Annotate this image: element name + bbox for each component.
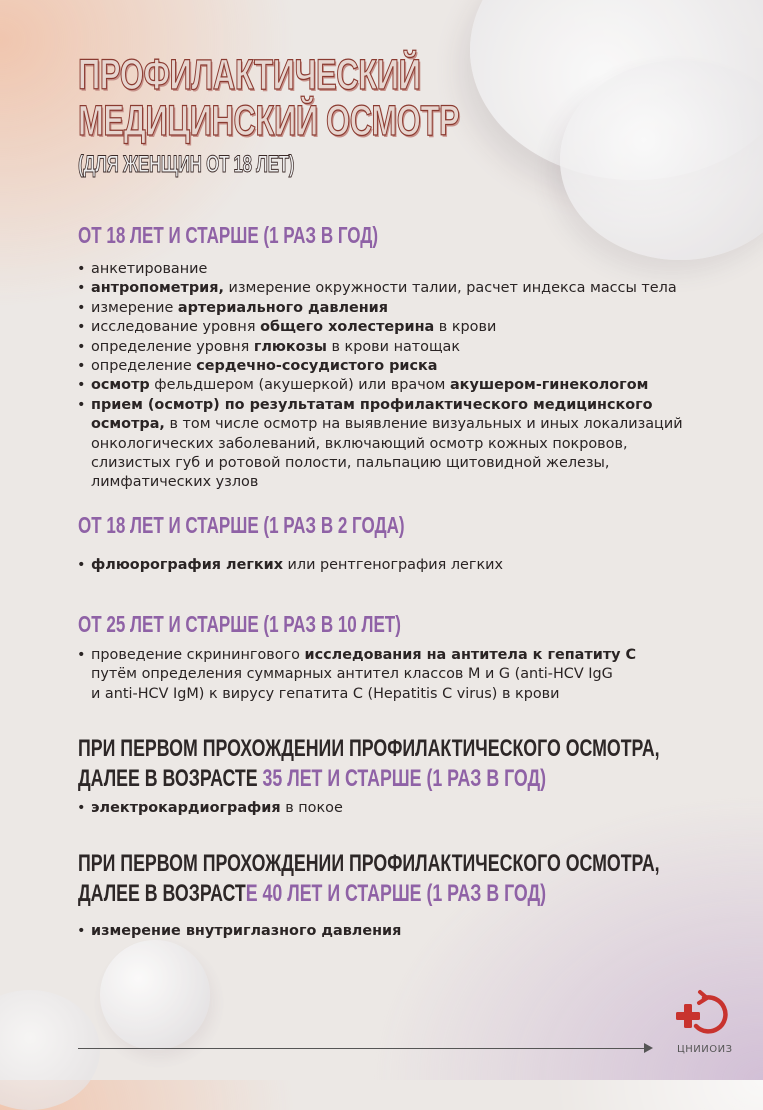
logo-caption: ЦНИИОИЗ: [677, 1044, 733, 1055]
decorative-blob: [100, 940, 210, 1050]
section-list-40-yearly: [75, 922, 401, 941]
section-heading-18-yearly: ОТ 18 ЛЕТ И СТАРШЕ (1 РАЗ В ГОД): [78, 222, 379, 248]
heading-line-2-accent: 35 ЛЕТ И СТАРШЕ (1 РАЗ В ГОД): [262, 765, 547, 792]
list-item: • осмотр фельдшером (акушеркой) или врачом акушером-гинекологом: [75, 376, 683, 395]
list-item: • антропометрия, измерение окружности талии, расчет индекса массы тела: [75, 279, 683, 298]
list-item: • электрокардиография в покое: [75, 799, 343, 818]
list-item: • флюорография легких или рентгенография легких: [75, 556, 503, 575]
list-item: • определение уровня глюкозы в крови натощак: [75, 338, 683, 357]
list-item: • анкетирование: [75, 260, 683, 279]
section-heading-40-yearly: [78, 849, 660, 909]
heading-line-1: ПРИ ПЕРВОМ ПРОХОЖДЕНИИ ПРОФИЛАКТИЧЕСКОГО ОСМОТРА,: [78, 735, 660, 762]
footer-arrow-line: [78, 1048, 650, 1049]
heading-line-2-dark: ДАЛЕЕ В ВОЗРАСТЕ: [78, 765, 263, 792]
heading-line-2-accent: Е 40 ЛЕТ И СТАРШЕ (1 РАЗ В ГОД): [245, 880, 547, 907]
list-item: • измерение внутриглазного давления: [75, 922, 401, 941]
section-heading-18-two-years: ОТ 18 ЛЕТ И СТАРШЕ (1 РАЗ В 2 ГОДА): [78, 512, 405, 538]
title-line-1: ПРОФИЛАКТИЧЕСКИЙ: [78, 51, 421, 99]
list-item: • определение сердечно-сосудистого риска: [75, 357, 683, 376]
heading-line-2-dark: ДАЛЕЕ В ВОЗРАСТ: [78, 880, 246, 907]
list-item: • исследование уровня общего холестерина в крови: [75, 318, 683, 337]
heading-line-1: ПРИ ПЕРВОМ ПРОХОЖДЕНИИ ПРОФИЛАКТИЧЕСКОГО ОСМОТРА,: [78, 850, 660, 877]
page-title: [78, 52, 459, 144]
section-heading-35-yearly: [78, 734, 660, 794]
page-subtitle: (ДЛЯ ЖЕНЩИН ОТ 18 ЛЕТ): [78, 151, 295, 178]
section-list-18-two-years: [75, 556, 503, 575]
cniioiz-logo-icon: [674, 988, 734, 1044]
section-list-18-yearly: [75, 260, 683, 493]
list-item: • проведение скринингового исследования на антитела к гепатиту С путём определения суммарных антител классов М и G (anti-HCV IgG и anti-HCV IgM) к вирусу гепатита С (Hepatitis C virus) в крови: [75, 646, 636, 704]
list-item: • измерение артериального давления: [75, 299, 683, 318]
title-line-2: МЕДИЦИНСКИЙ ОСМОТР: [78, 97, 460, 145]
list-item: • прием (осмотр) по результатам профилактического медицинского осмотра, в том числе осмотр на выявление визуальных и иных локализаций онкологических заболеваний, включающий осмотр кожных покровов, слизистых губ и ротовой полости, пальпацию щитовидной железы, лимфатических узлов: [75, 396, 683, 493]
arrow-right-icon: [644, 1043, 653, 1053]
section-list-35-yearly: [75, 799, 343, 818]
section-heading-25-ten-years: ОТ 25 ЛЕТ И СТАРШЕ (1 РАЗ В 10 ЛЕТ): [78, 611, 401, 637]
section-list-25-ten-years: [75, 646, 636, 704]
decorative-blob: [0, 990, 100, 1110]
